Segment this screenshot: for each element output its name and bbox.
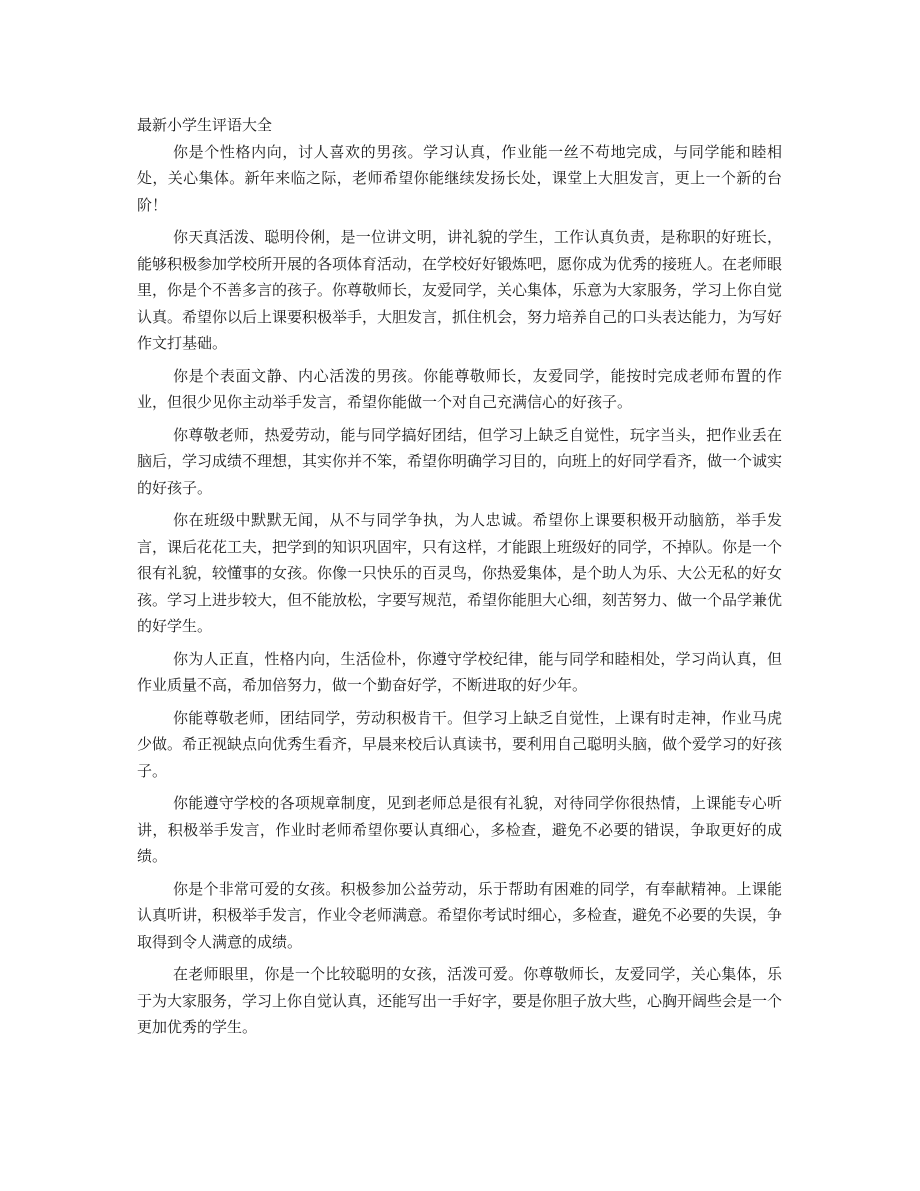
document-page xyxy=(137,112,782,1047)
paragraph-8: 你能遵守学校的各项规章制度，见到老师总是很有礼貌，对待同学你很热情，上课能专心听讲，积极举手发言，作业时老师希望你要认真细心，多检查，避免不必要的错误，争取更好的成绩。 xyxy=(137,794,782,865)
paragraph-2: 你天真活泼、聪明伶俐，是一位讲文明，讲礼貌的学生，工作认真负责，是称职的好班长，能够积极参加学校所开展的各项体育活动，在学校好好锻炼吧，愿你成为优秀的接班人。在老师眼里，你是个不善多言的孩子。你尊敬师长，友爱同学，关心集体，乐意为大家服务，学习上你自觉认真。希望你以后上课要积极举手，大胆发言，抓住机会，努力培养自己的口头表达能力，为写好作文打基础。 xyxy=(137,228,783,352)
paragraph-10: 在老师眼里，你是一个比较聪明的女孩，活泼可爱。你尊敬师长，友爱同学，关心集体，乐于为大家服务，学习上你自觉认真，还能写出一手好字，要是你胆子放大些，心胸开阔些会是一个更加优秀的学生。 xyxy=(137,965,783,1036)
paragraph-5: 你在班级中默默无闻，从不与同学争执，为人忠诚。希望你上课要积极开动脑筋，举手发言，课后花花工夫，把学到的知识巩固牢，只有这样，才能跟上班级好的同学，不掉队。你是一个很有礼貌，较懂事的女孩。你像一只快乐的百灵鸟，你热爱集体，是个助人为乐、大公无私的好女孩。学习上进步较大，但不能放松，字要写规范，希望你能胆大心细，刻苦努力、做一个品学兼优的好学生。 xyxy=(137,511,783,635)
paragraph-9: 你是个非常可爱的女孩。积极参加公益劳动，乐于帮助有困难的同学，有奉献精神。上课能认真听讲，积极举手发言，作业令老师满意。希望你考试时细心，多检查，避免不必要的失误，争取得到令人满意的成绩。 xyxy=(137,879,783,951)
paragraph-4: 你尊敬老师，热爱劳动，能与同学搞好团结，但学习上缺乏自觉性，玩字当头，把作业丢在脑后，学习成绩不理想，其实你并不笨，希望你明确学习目的，向班上的好同学看齐，做一个诚实的好孩子。 xyxy=(137,425,783,497)
paragraph-6: 你为人正直，性格内向，生活俭朴，你遵守学校纪律，能与同学和睦相处，学习尚认真，但作业质量不高，希加倍努力，做一个勤奋好学，不断进取的好少年。 xyxy=(137,649,782,694)
document-title: 最新小学生评语大全 xyxy=(137,116,273,134)
paragraph-3: 你是个表面文静、内心活泼的男孩。你能尊敬师长，友爱同学，能按时完成老师布置的作业，但很少见你主动举手发言，希望你能做一个对自己充满信心的好孩子。 xyxy=(137,366,782,411)
paragraph-7: 你能尊敬老师，团结同学，劳动积极肯干。但学习上缺乏自觉性，上课有时走神，作业马虎少做。希正视缺点向优秀生看齐，早晨来校后认真读书，要利用自己聪明头脑，做个爱学习的好孩子。 xyxy=(137,708,783,780)
paragraph-1: 你是个性格内向，讨人喜欢的男孩。学习认真，作业能一丝不苟地完成，与同学能和睦相处，关心集体。新年来临之际，老师希望你能继续发扬长处，课堂上大胆发言，更上一个新的台阶！ xyxy=(137,142,782,214)
